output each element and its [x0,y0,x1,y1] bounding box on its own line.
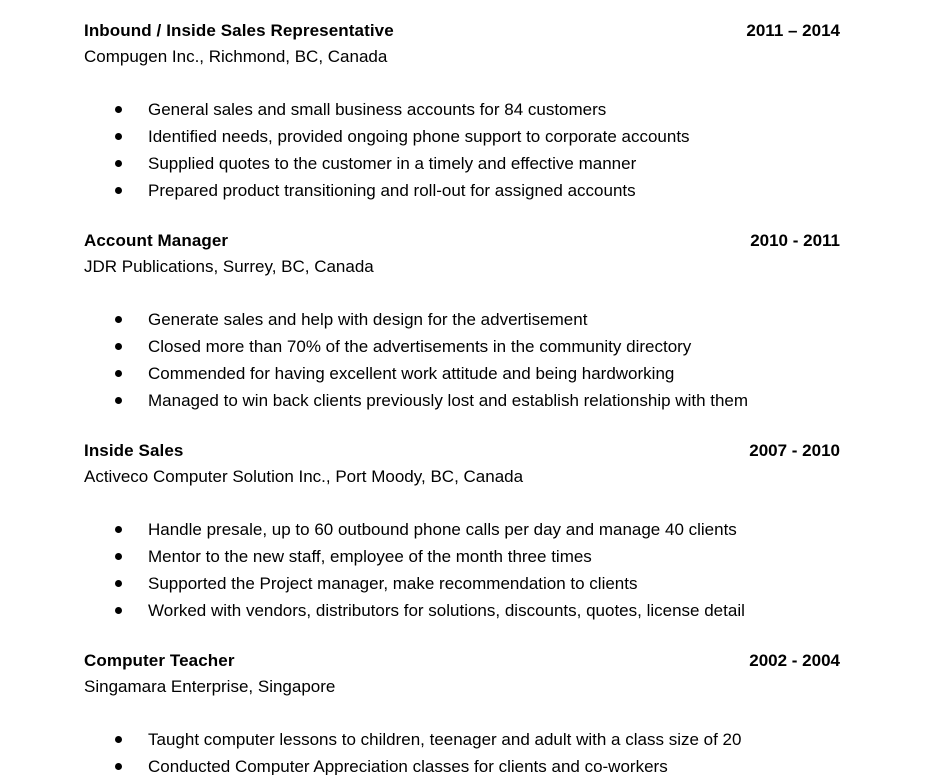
bullet-item [84,360,840,387]
job-company: JDR Publications, Surrey, BC, Canada [84,257,374,276]
bullet-text: Managed to win back clients previously lost and establish relationship with them [148,391,749,410]
bullet-item [84,753,840,775]
bullet-text: Handle presale, up to 60 outbound phone calls per day and manage 40 clients [148,520,737,539]
job-dates: 2011 – 2014 [746,21,840,40]
job-title: Computer Teacher [84,651,235,670]
job-header [84,228,840,254]
bullet-item [84,387,840,414]
experience-list [84,18,840,775]
job-company: Compugen Inc., Richmond, BC, Canada [84,47,388,66]
bullet-text: Prepared product transitioning and roll-out for assigned accounts [148,181,636,200]
job-entry [84,228,840,414]
job-bullet-list [84,516,840,624]
bullet-item [84,597,840,624]
bullet-dot-icon [115,343,122,350]
job-dates: 2010 - 2011 [750,231,840,250]
job-header [84,648,840,674]
job-entry [84,648,840,775]
job-title: Inside Sales [84,441,184,460]
bullet-text: General sales and small business accounts for 84 customers [148,100,607,119]
bullet-dot-icon [115,370,122,377]
bullet-dot-icon [115,763,122,770]
bullet-text: Commended for having excellent work attitude and being hardworking [148,364,675,383]
job-bullet-list [84,306,840,414]
bullet-item [84,177,840,204]
bullet-dot-icon [115,580,122,587]
job-company: Singamara Enterprise, Singapore [84,677,336,696]
job-dates: 2007 - 2010 [749,441,840,460]
bullet-dot-icon [115,526,122,533]
job-title: Inbound / Inside Sales Representative [84,21,394,40]
bullet-dot-icon [115,607,122,614]
bullet-dot-icon [115,736,122,743]
bullet-text: Closed more than 70% of the advertisements in the community directory [148,337,692,356]
job-header [84,438,840,464]
job-dates: 2002 - 2004 [749,651,840,670]
bullet-text: Supported the Project manager, make recommendation to clients [148,574,638,593]
bullet-item [84,516,840,543]
bullet-dot-icon [115,133,122,140]
bullet-text: Conducted Computer Appreciation classes for clients and co-workers [148,757,668,775]
bullet-text: Mentor to the new staff, employee of the month three times [148,547,592,566]
bullet-text: Identified needs, provided ongoing phone support to corporate accounts [148,127,690,146]
bullet-dot-icon [115,160,122,167]
bullet-item [84,543,840,570]
job-entry [84,438,840,624]
bullet-dot-icon [115,187,122,194]
bullet-item [84,123,840,150]
bullet-item [84,306,840,333]
bullet-dot-icon [115,397,122,404]
bullet-dot-icon [115,106,122,113]
bullet-dot-icon [115,553,122,560]
bullet-item [84,333,840,360]
job-title: Account Manager [84,231,229,250]
job-bullet-list [84,726,840,775]
job-bullet-list [84,96,840,204]
bullet-item [84,150,840,177]
bullet-text: Worked with vendors, distributors for solutions, discounts, quotes, license detail [148,601,745,620]
bullet-item [84,96,840,123]
job-entry [84,18,840,204]
bullet-text: Taught computer lessons to children, teenager and adult with a class size of 20 [148,730,742,749]
bullet-item [84,726,840,753]
bullet-dot-icon [115,316,122,323]
bullet-text: Supplied quotes to the customer in a timely and effective manner [148,154,637,173]
job-header [84,18,840,44]
bullet-text: Generate sales and help with design for the advertisement [148,310,588,329]
job-company: Activeco Computer Solution Inc., Port Moody, BC, Canada [84,467,524,486]
bullet-item [84,570,840,597]
